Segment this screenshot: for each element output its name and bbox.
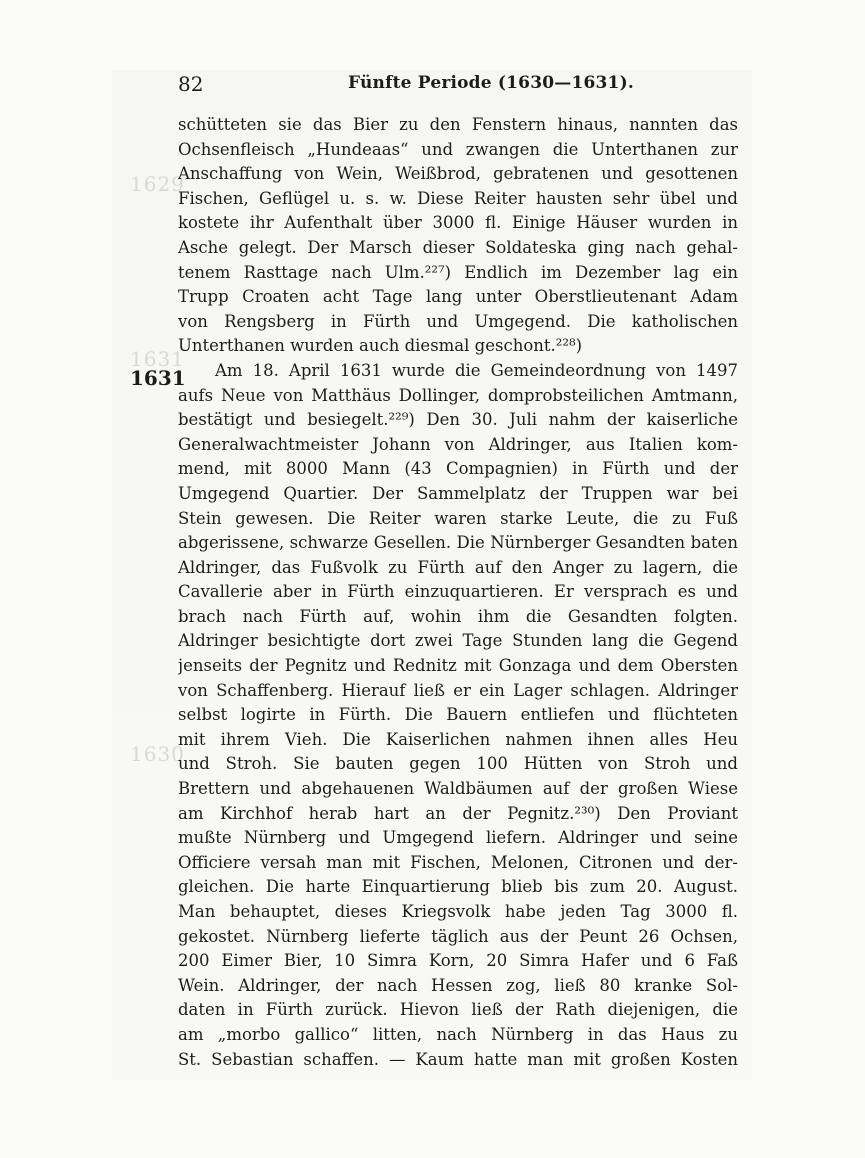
page-number: 82: [178, 72, 204, 96]
text-line: jenseits der Pegnitz und Rednitz mit Gonzaga und dem Obersten: [178, 656, 738, 676]
text-line: Cavallerie aber in Fürth einzuquartieren. Er versprach es und: [178, 582, 738, 602]
text-line: von Rengsberg in Fürth und Umgegend. Die katholischen: [178, 311, 738, 331]
text-line: Generalwachtmeister Johann von Aldringer, aus Italien kom-: [178, 434, 738, 454]
text-line: Brettern und abgehauenen Waldbäumen auf der großen Wiese: [178, 779, 738, 799]
text-line: brach nach Fürth auf, wohin ihm die Gesandten folgten.: [178, 606, 738, 626]
text-line: 200 Eimer Bier, 10 Simra Korn, 20 Simra Hafer und 6 Faß: [178, 951, 738, 971]
text-line: aufs Neue von Matthäus Dollinger, domprobsteilichen Amtmann,: [178, 385, 738, 405]
margin-year-note: 1631: [130, 366, 186, 390]
text-line: Stein gewesen. Die Reiter waren starke Leute, die zu Fuß: [178, 508, 738, 528]
text-line: Wein. Aldringer, der nach Hessen zog, ließ 80 kranke Sol-: [178, 975, 738, 995]
text-line: Umgegend Quartier. Der Sammelplatz der Truppen war bei: [178, 483, 738, 503]
text-line: Unterthanen wurden auch diesmal geschont.²²⁸): [178, 336, 583, 356]
text-line: am „morbo gallico“ litten, nach Nürnberg in das Haus zu: [178, 1024, 738, 1044]
text-line: mußte Nürnberg und Umgegend liefern. Aldringer und seine: [178, 828, 738, 848]
body-text: [178, 113, 738, 1072]
page-header: [178, 72, 738, 100]
text-line: Ochsenfleisch „Hundeaas“ und zwangen die Unterthanen zur: [178, 139, 738, 159]
text-line: Fischen, Geflügel u. s. w. Diese Reiter hausten sehr übel und: [178, 188, 738, 208]
text-line: am Kirchhof herab hart an der Pegnitz.²³⁰) Den Proviant: [178, 803, 738, 823]
text-line: Am 18. April 1631 wurde die Gemeindeordnung von 1497: [215, 360, 738, 380]
text-line: Officiere versah man mit Fischen, Melonen, Citronen und der-: [178, 852, 738, 872]
text-line: mend, mit 8000 Mann (43 Compagnien) in Fürth und der: [178, 459, 738, 479]
text-line: Anschaffung von Wein, Weißbrod, gebratenen und gesottenen: [178, 164, 738, 184]
text-line: St. Sebastian schaffen. — Kaum hatte man mit großen Kosten: [178, 1049, 738, 1069]
text-line: Asche gelegt. Der Marsch dieser Soldateska ging nach gehal-: [178, 237, 738, 257]
text-line: mit ihrem Vieh. Die Kaiserlichen nahmen ihnen alles Heu: [178, 729, 738, 749]
running-head: Fünfte Periode (1630—1631).: [348, 73, 634, 93]
text-line: Trupp Croaten acht Tage lang unter Oberstlieutenant Adam: [178, 287, 738, 307]
show-through-mark: 1629: [130, 172, 185, 196]
text-line: von Schaffenberg. Hierauf ließ er ein Lager schlagen. Aldringer: [178, 680, 738, 700]
text-line: Man behauptet, dieses Kriegsvolk habe jeden Tag 3000 fl.: [178, 902, 738, 921]
text-line: tenem Rasttage nach Ulm.²²⁷) Endlich im Dezember lag ein: [178, 262, 738, 282]
text-line: gleichen. Die harte Einquartierung blieb bis zum 20. August.: [178, 877, 738, 897]
text-line: und Stroh. Sie bauten gegen 100 Hütten von Stroh und: [178, 754, 738, 774]
text-line: daten in Fürth zurück. Hievon ließ der Rath diejenigen, die: [178, 1000, 738, 1020]
text-line: selbst logirte in Fürth. Die Bauern entliefen und flüchteten: [178, 705, 738, 725]
show-through-mark: 1631: [130, 347, 185, 371]
text-line: bestätigt und besiegelt.²²⁹) Den 30. Juli nahm der kaiserliche: [178, 410, 738, 430]
show-through-mark: 1630: [130, 742, 185, 766]
text-line: gekostet. Nürnberg lieferte täglich aus der Peunt 26 Ochsen,: [178, 926, 738, 946]
text-line: abgerissene, schwarze Gesellen. Die Nürnberger Gesandten baten: [178, 533, 738, 553]
text-line: Aldringer besichtigte dort zwei Tage Stunden lang die Gegend: [178, 631, 738, 651]
text-line: kostete ihr Aufenthalt über 3000 fl. Einige Häuser wurden in: [178, 213, 738, 233]
text-line: Aldringer, das Fußvolk zu Fürth auf den Anger zu lagern, die: [178, 557, 738, 577]
text-line: schütteten sie das Bier zu den Fenstern hinaus, nannten das: [178, 115, 738, 134]
